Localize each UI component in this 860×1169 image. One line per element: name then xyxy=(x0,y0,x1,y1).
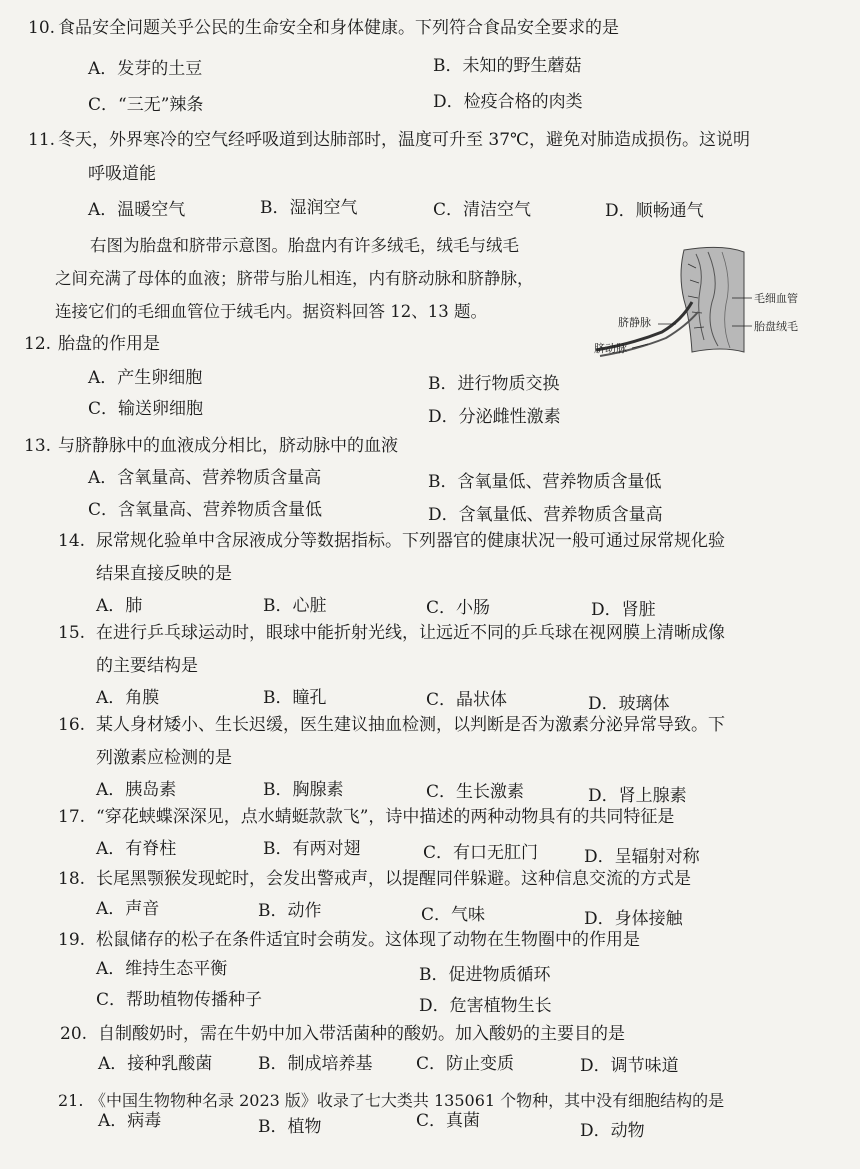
option-a: A．维持生态平衡 xyxy=(96,959,228,979)
option-c: C．防止变质 xyxy=(416,1054,515,1074)
option-b: B．心脏 xyxy=(263,596,327,616)
option-b: B．制成培养基 xyxy=(258,1054,373,1074)
option-d: D．动物 xyxy=(580,1121,645,1141)
option-c: C．气味 xyxy=(421,905,486,925)
passage-line: 连接它们的毛细血管位于绒毛内。据资料回答 12、13 题。 xyxy=(55,302,487,321)
question-number: 10. xyxy=(28,18,56,38)
option-d: D．分泌雌性激素 xyxy=(428,407,561,427)
option-b: B．有两对翅 xyxy=(263,839,361,859)
option-d: D．顺畅通气 xyxy=(605,201,704,221)
question-stem: 胎盘的作用是 xyxy=(58,334,160,354)
question-stem: 长尾黑颚猴发现蛇时，会发出警戒声，以提醒同伴躲避。这种信息交流的方式是 xyxy=(96,869,691,889)
question-stem: 自制酸奶时，需在牛奶中加入带活菌种的酸奶。加入酸奶的主要目的是 xyxy=(98,1024,625,1044)
question-stem: 某人身材矮小、生长迟缓，医生建议抽血检测，以判断是否为激素分泌异常导致。下 xyxy=(96,715,725,735)
question-number: 14. xyxy=(58,531,86,551)
option-b: B．湿润空气 xyxy=(260,198,358,218)
question-number: 15. xyxy=(58,623,86,643)
placenta-umbilical-diagram xyxy=(592,240,822,360)
option-c: C．清洁空气 xyxy=(433,200,532,220)
option-d: D．肾上腺素 xyxy=(588,786,687,806)
question-number: 19. xyxy=(58,930,86,950)
option-b: B．未知的野生蘑菇 xyxy=(433,56,582,76)
label-umbilical-vein: 脐静脉 xyxy=(618,316,651,329)
option-a: A．声音 xyxy=(96,899,160,919)
option-a: A．接种乳酸菌 xyxy=(98,1054,213,1074)
passage-line: 右图为胎盘和脐带示意图。胎盘内有许多绒毛，绒毛与绒毛 xyxy=(90,236,519,255)
option-d: D．调节味道 xyxy=(580,1056,679,1076)
question-stem: 呼吸道能 xyxy=(88,164,156,184)
question-stem: 结果直接反映的是 xyxy=(96,564,232,584)
option-c: C．有口无肛门 xyxy=(423,843,539,863)
question-stem: 尿常规化验单中含尿液成分等数据指标。下列器官的健康状况一般可通过尿常规化验 xyxy=(96,531,725,551)
question-stem: 冬天，外界寒冷的空气经呼吸道到达肺部时，温度可升至 37℃，避免对肺造成损伤。这说明 xyxy=(58,130,751,150)
option-d: D．玻璃体 xyxy=(588,694,670,714)
option-a: A．有脊柱 xyxy=(96,839,177,859)
question-stem: 松鼠储存的松子在条件适宜时会萌发。这体现了动物在生物圈中的作用是 xyxy=(96,930,640,950)
option-c: C．含氧量高、营养物质含量低 xyxy=(88,500,323,520)
label-umbilical-artery: 脐动脉 xyxy=(594,342,627,355)
option-a: A．发芽的土豆 xyxy=(88,59,203,79)
question-stem: 在进行乒乓球运动时，眼球中能折射光线，让远近不同的乒乓球在视网膜上清晰成像 xyxy=(96,623,725,643)
option-b: B．动作 xyxy=(258,901,322,921)
option-b: B．植物 xyxy=(258,1117,322,1137)
question-stem: “穿花蛱蝶深深见，点水蜻蜓款款飞”，诗中描述的两种动物具有的共同特征是 xyxy=(96,807,675,827)
question-stem: 列激素应检测的是 xyxy=(96,748,232,768)
question-number: 16. xyxy=(58,715,86,735)
option-c: C．“三无”辣条 xyxy=(88,95,204,115)
question-number: 11. xyxy=(28,130,56,150)
option-b: B．进行物质交换 xyxy=(428,374,560,394)
label-capillary: 毛细血管 xyxy=(754,292,798,305)
option-c: C．帮助植物传播种子 xyxy=(96,990,263,1010)
question-stem: 与脐静脉中的血液成分相比，脐动脉中的血液 xyxy=(58,436,398,456)
question-number: 17. xyxy=(58,807,86,827)
option-c: C．小肠 xyxy=(426,598,491,618)
passage-line: 之间充满了母体的血液；脐带与胎儿相连，内有脐动脉和脐静脉， xyxy=(55,269,534,288)
option-d: D．肾脏 xyxy=(591,600,656,620)
question-number: 18. xyxy=(58,869,86,889)
question-stem: 食品安全问题关乎公民的生命安全和身体健康。下列符合食品安全要求的是 xyxy=(58,18,619,38)
option-a: A．胰岛素 xyxy=(96,780,177,800)
option-c: C．输送卵细胞 xyxy=(88,399,204,419)
question-number: 13. xyxy=(24,436,52,456)
option-b: B．胸腺素 xyxy=(263,780,344,800)
question-stem: 《中国生物物种名录 2023 版》收录了七大类共 135061 个物种，其中没有细胞结构的是 xyxy=(90,1091,725,1110)
option-d: D．检疫合格的肉类 xyxy=(433,92,583,112)
option-d: D．危害植物生长 xyxy=(419,996,552,1016)
option-c: C．生长激素 xyxy=(426,782,525,802)
option-c: C．晶状体 xyxy=(426,690,508,710)
option-d: D．身体接触 xyxy=(584,909,683,929)
option-a: A．角膜 xyxy=(96,688,160,708)
label-villus: 胎盘绒毛 xyxy=(754,320,798,333)
option-d: D．含氧量低、营养物质含量高 xyxy=(428,505,663,525)
option-b: B．瞳孔 xyxy=(263,688,327,708)
option-a: A．温暖空气 xyxy=(88,200,186,220)
option-b: B．促进物质循环 xyxy=(419,965,551,985)
question-number: 12. xyxy=(24,334,52,354)
option-a: A．产生卵细胞 xyxy=(88,368,203,388)
option-d: D．呈辐射对称 xyxy=(584,847,700,867)
option-b: B．含氧量低、营养物质含量低 xyxy=(428,472,662,492)
question-number: 20. xyxy=(60,1024,88,1044)
question-stem: 的主要结构是 xyxy=(96,656,198,676)
question-number: 21. xyxy=(58,1091,84,1110)
option-c: C．真菌 xyxy=(416,1111,481,1131)
option-a: A．病毒 xyxy=(98,1111,162,1131)
option-a: A．含氧量高、营养物质含量高 xyxy=(88,468,322,488)
option-a: A．肺 xyxy=(96,596,143,616)
